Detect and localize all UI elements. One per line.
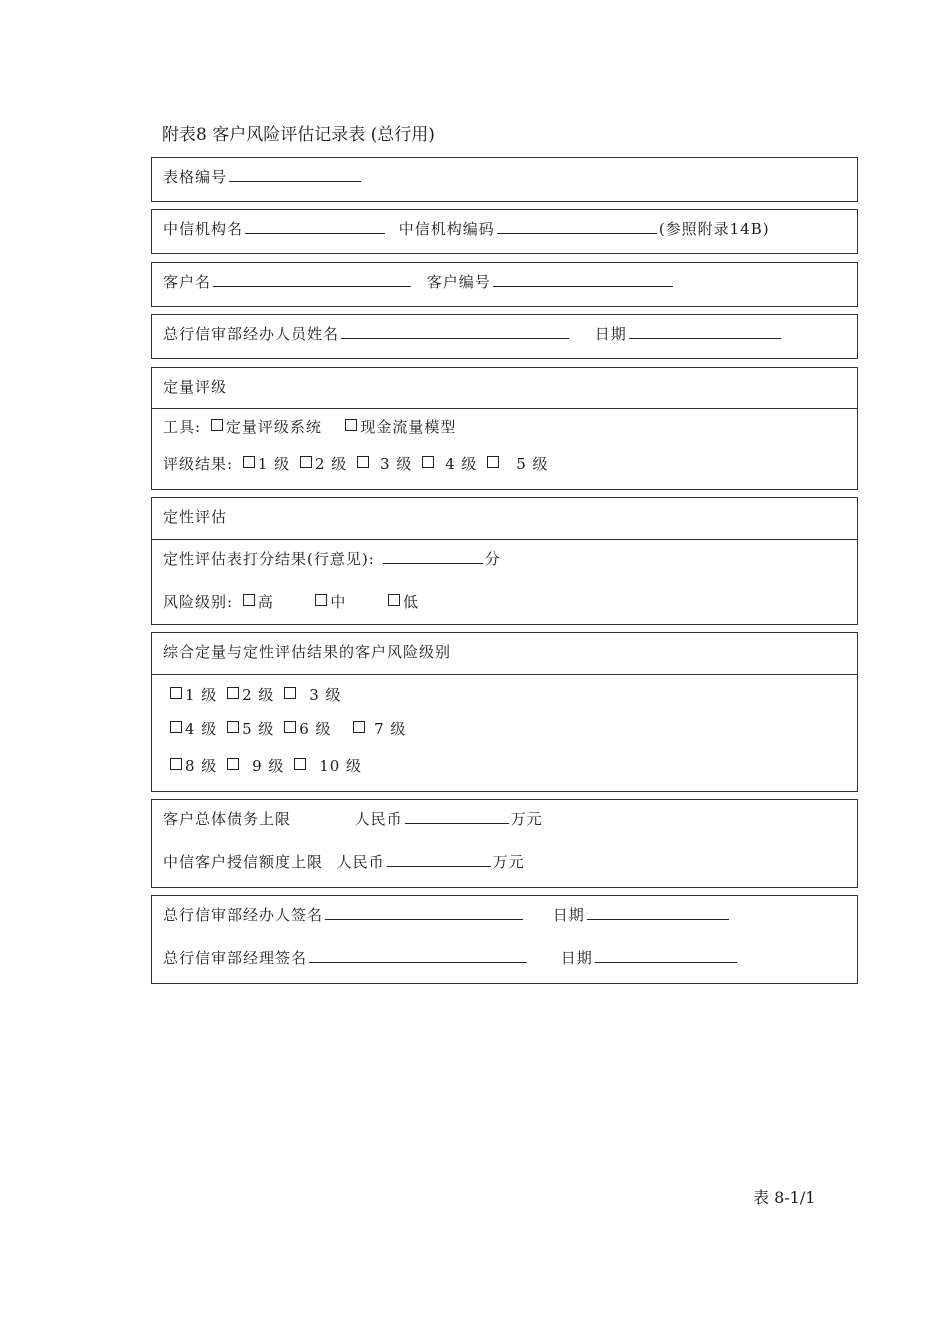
handler-section <box>151 314 858 359</box>
manager-signature-date-label: 日期 <box>560 949 593 967</box>
manager-signature-date-field[interactable] <box>595 948 737 963</box>
rating-option-2: 2 级 <box>314 455 348 473</box>
institution-code-note: (参照附录14B) <box>658 220 770 238</box>
qualitative-heading: 定性评估 <box>163 508 228 526</box>
institution-code-field[interactable] <box>497 219 657 234</box>
rating-option-5: 5 级 <box>516 455 549 473</box>
rating-result-label: 评级结果: <box>163 455 234 473</box>
rating-option-4: 4 级 <box>445 455 478 473</box>
risk-checkbox-medium[interactable] <box>315 594 327 606</box>
combined-option-10: 10 级 <box>319 757 363 775</box>
score-unit: 分 <box>484 550 501 568</box>
combined-option-2: 2 级 <box>242 686 275 704</box>
combined-option-9: 9 级 <box>252 757 285 775</box>
handler-signature-date-field[interactable] <box>587 905 729 920</box>
customer-name-label: 客户名 <box>163 273 212 291</box>
combined-heading: 综合定量与定性评估结果的客户风险级别 <box>163 643 452 661</box>
institution-code-label: 中信机构编码 <box>398 220 495 238</box>
tool-option-cashflow-model: 现金流量模型 <box>360 418 457 436</box>
handler-date-label: 日期 <box>594 325 627 343</box>
combined-checkbox-1[interactable] <box>170 687 182 699</box>
quantitative-section <box>151 367 858 490</box>
score-field[interactable] <box>383 549 483 564</box>
page-footer: 表 8-1/1 <box>753 1188 816 1207</box>
combined-option-3: 3 级 <box>309 686 342 704</box>
form-title: 附表8 客户风险评估记录表 (总行用) <box>162 125 435 145</box>
combined-checkbox-2[interactable] <box>227 687 239 699</box>
form-number-label: 表格编号 <box>163 168 228 186</box>
score-label: 定性评估表打分结果(行意见): <box>163 550 375 568</box>
handler-signature-label: 总行信审部经办人签名 <box>163 906 324 924</box>
institution-name-field[interactable] <box>245 219 385 234</box>
manager-signature-field[interactable] <box>309 948 527 963</box>
combined-checkbox-10[interactable] <box>294 758 306 770</box>
rating-checkbox-2[interactable] <box>300 456 312 468</box>
combined-checkbox-8[interactable] <box>170 758 182 770</box>
form-number-field[interactable] <box>229 167 361 182</box>
credit-limit-field[interactable] <box>387 852 491 867</box>
handler-signature-field[interactable] <box>325 905 523 920</box>
institution-section <box>151 209 858 254</box>
combined-checkbox-5[interactable] <box>227 721 239 733</box>
risk-level-label: 风险级别: <box>163 593 234 611</box>
combined-section <box>151 632 858 792</box>
debt-limit-unit: 万元 <box>510 810 543 828</box>
manager-signature-label: 总行信审部经理签名 <box>163 949 308 967</box>
institution-name-label: 中信机构名 <box>163 220 244 238</box>
risk-checkbox-high[interactable] <box>243 594 255 606</box>
customer-id-label: 客户编号 <box>426 273 491 291</box>
tool-label: 工具: <box>163 418 202 436</box>
combined-option-5: 5 级 <box>242 720 275 738</box>
risk-option-high: 高 <box>257 593 274 611</box>
combined-option-4: 4 级 <box>185 720 218 738</box>
combined-checkbox-4[interactable] <box>170 721 182 733</box>
combined-checkbox-7[interactable] <box>353 721 365 733</box>
debt-limit-field[interactable] <box>405 809 509 824</box>
tool-checkbox-rating-system[interactable] <box>211 419 223 431</box>
rating-checkbox-1[interactable] <box>243 456 255 468</box>
rating-option-3: 3 级 <box>380 455 413 473</box>
credit-limit-currency: 人民币 <box>336 853 385 871</box>
rating-option-1: 1 级 <box>257 455 291 473</box>
debt-limit-label: 客户总体债务上限 <box>163 810 292 828</box>
rating-checkbox-5[interactable] <box>487 456 499 468</box>
credit-limit-unit: 万元 <box>492 853 525 871</box>
combined-option-7: 7 级 <box>374 720 407 738</box>
handler-name-field[interactable] <box>341 324 569 339</box>
rating-checkbox-4[interactable] <box>422 456 434 468</box>
risk-checkbox-low[interactable] <box>388 594 400 606</box>
tool-checkbox-cashflow-model[interactable] <box>345 419 357 431</box>
combined-checkbox-6[interactable] <box>284 721 296 733</box>
rating-checkbox-3[interactable] <box>357 456 369 468</box>
handler-name-label: 总行信审部经办人员姓名 <box>163 325 340 343</box>
handler-signature-date-label: 日期 <box>552 906 585 924</box>
customer-id-field[interactable] <box>493 272 673 287</box>
combined-checkbox-9[interactable] <box>227 758 239 770</box>
handler-date-field[interactable] <box>629 324 781 339</box>
risk-option-low: 低 <box>403 593 420 611</box>
debt-limit-currency: 人民币 <box>354 810 403 828</box>
combined-option-8: 8 级 <box>185 757 218 775</box>
combined-option-6: 6 级 <box>299 720 332 738</box>
quantitative-heading: 定量评级 <box>163 378 228 396</box>
limits-section <box>151 799 858 888</box>
customer-name-field[interactable] <box>213 272 411 287</box>
combined-option-1: 1 级 <box>185 686 218 704</box>
qualitative-section <box>151 497 858 625</box>
form-number-section <box>151 157 858 202</box>
risk-option-medium: 中 <box>330 593 347 611</box>
signatures-section <box>151 895 858 984</box>
credit-limit-label: 中信客户授信额度上限 <box>163 853 324 871</box>
tool-option-rating-system: 定量评级系统 <box>225 418 322 436</box>
combined-checkbox-3[interactable] <box>284 687 296 699</box>
customer-section <box>151 262 858 307</box>
